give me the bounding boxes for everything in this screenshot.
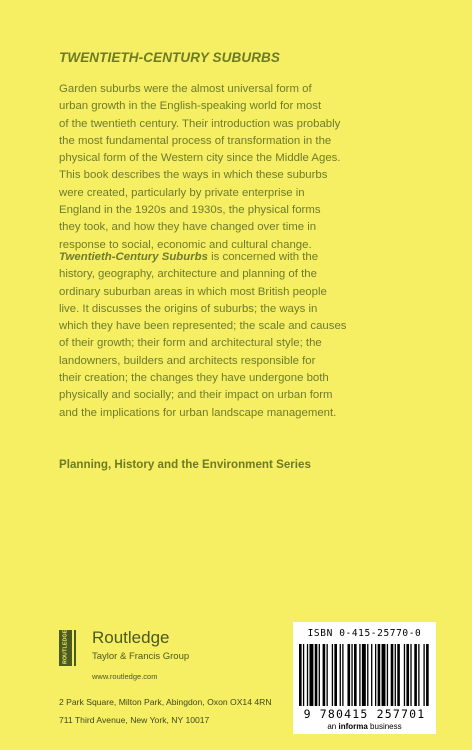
barcode-bar bbox=[340, 644, 341, 706]
barcode-bar bbox=[342, 644, 343, 706]
barcode-digits: 9 780415 257701 bbox=[303, 707, 426, 721]
text-fragment: is concerned with the bbox=[207, 251, 319, 263]
isbn-label: ISBN 0-415-25770-0 bbox=[307, 628, 422, 639]
text-line: response to social, economic and cultural change. bbox=[59, 238, 312, 251]
publisher-address-us: 711 Third Avenue, New York, NY 10017 bbox=[59, 715, 210, 725]
text-line: urban growth in the English-speaking world for most bbox=[59, 100, 322, 113]
barcode-bar bbox=[299, 644, 302, 706]
barcode-bar bbox=[334, 644, 337, 706]
text-line: physical form of the Western city since the Middle Ages. bbox=[59, 152, 341, 165]
publisher-url[interactable]: www.routledge.com bbox=[92, 672, 158, 681]
barcode-bar bbox=[362, 644, 366, 706]
barcode-bar bbox=[375, 644, 376, 706]
description-paragraph-1 bbox=[59, 81, 419, 254]
informa-brand: informa bbox=[338, 722, 368, 731]
description-paragraph-2 bbox=[59, 249, 419, 422]
barcode-bar bbox=[309, 644, 313, 706]
text-line bbox=[59, 249, 419, 266]
barcode-bar bbox=[414, 644, 417, 706]
barcode-bars bbox=[299, 644, 430, 706]
text-line: live. It discusses the origins of suburbs; the ways in bbox=[59, 302, 318, 315]
barcode-bar bbox=[307, 644, 308, 706]
text-line: their creation; the changes they have undergone both bbox=[59, 372, 329, 385]
barcode-bar bbox=[354, 644, 357, 706]
barcode-bar bbox=[332, 644, 333, 706]
text-line: of their growth; their form and architectural style; the bbox=[59, 337, 322, 350]
barcode-bar bbox=[418, 644, 419, 706]
barcode-bar bbox=[395, 644, 396, 706]
barcode-bar bbox=[410, 644, 411, 706]
publisher-address-uk: 2 Park Square, Milton Park, Abingdon, Oxon OX14 4RN bbox=[59, 697, 272, 707]
svg-text:ROUTLEDGE: ROUTLEDGE bbox=[62, 630, 69, 664]
text-line: history, geography, architecture and planning of the bbox=[59, 268, 317, 281]
barcode-bar bbox=[347, 644, 350, 706]
text-line: This book describes the ways in which these suburbs bbox=[59, 169, 328, 182]
text-line: Garden suburbs were the almost universal form of bbox=[59, 83, 312, 95]
barcode-bar bbox=[367, 644, 368, 706]
publisher-name: Routledge bbox=[92, 628, 170, 647]
book-title-emphasis: Twentieth-Century Suburbs bbox=[59, 251, 208, 263]
barcode-bar bbox=[382, 644, 386, 706]
barcode-bar bbox=[319, 644, 320, 706]
publisher-group: Taylor & Francis Group bbox=[92, 651, 190, 662]
text-line: and the implications for urban landscape management. bbox=[59, 406, 337, 419]
barcode-bar bbox=[404, 644, 405, 706]
informa-tagline bbox=[293, 722, 436, 731]
barcode-bar bbox=[359, 644, 360, 706]
text-line: England in the 1920s and 1930s, the physical forms bbox=[59, 204, 321, 217]
text-line: which they have been represented; the scale and causes bbox=[59, 320, 347, 333]
barcode-bar bbox=[406, 644, 409, 706]
text-line: they took, and how they have changed over time in bbox=[59, 221, 317, 234]
barcode-bar bbox=[391, 644, 394, 706]
text-line: the most fundamental process of transformation in the bbox=[59, 134, 332, 147]
barcode-bar bbox=[351, 644, 352, 706]
barcode-bar bbox=[387, 644, 388, 706]
text-fragment: an bbox=[327, 722, 339, 731]
book-title: TWENTIETH-CENTURY SUBURBS bbox=[59, 50, 281, 65]
text-line: were created, particularly by private enterprise in bbox=[59, 186, 305, 199]
barcode-bar bbox=[378, 644, 381, 706]
text-line: landowners, builders and architects responsible for bbox=[59, 354, 316, 367]
text-line: physically and socially; and their impact on urban form bbox=[59, 389, 333, 402]
isbn-barcode bbox=[293, 622, 436, 734]
text-line: ordinary suburban areas in which most British people bbox=[59, 285, 327, 298]
text-line: of the twentieth century. Their introduction was probably bbox=[59, 117, 341, 130]
barcode-bar bbox=[397, 644, 400, 706]
routledge-logo-icon bbox=[59, 630, 85, 666]
barcode-bar bbox=[327, 644, 328, 706]
barcode-bar bbox=[423, 644, 424, 706]
barcode-bar bbox=[426, 644, 429, 706]
barcode-bar bbox=[303, 644, 304, 706]
barcode-bar bbox=[323, 644, 326, 706]
series-name: Planning, History and the Environment Series bbox=[59, 458, 311, 471]
barcode-bar bbox=[315, 644, 318, 706]
barcode-bar bbox=[371, 644, 372, 706]
text-fragment: business bbox=[367, 722, 402, 731]
